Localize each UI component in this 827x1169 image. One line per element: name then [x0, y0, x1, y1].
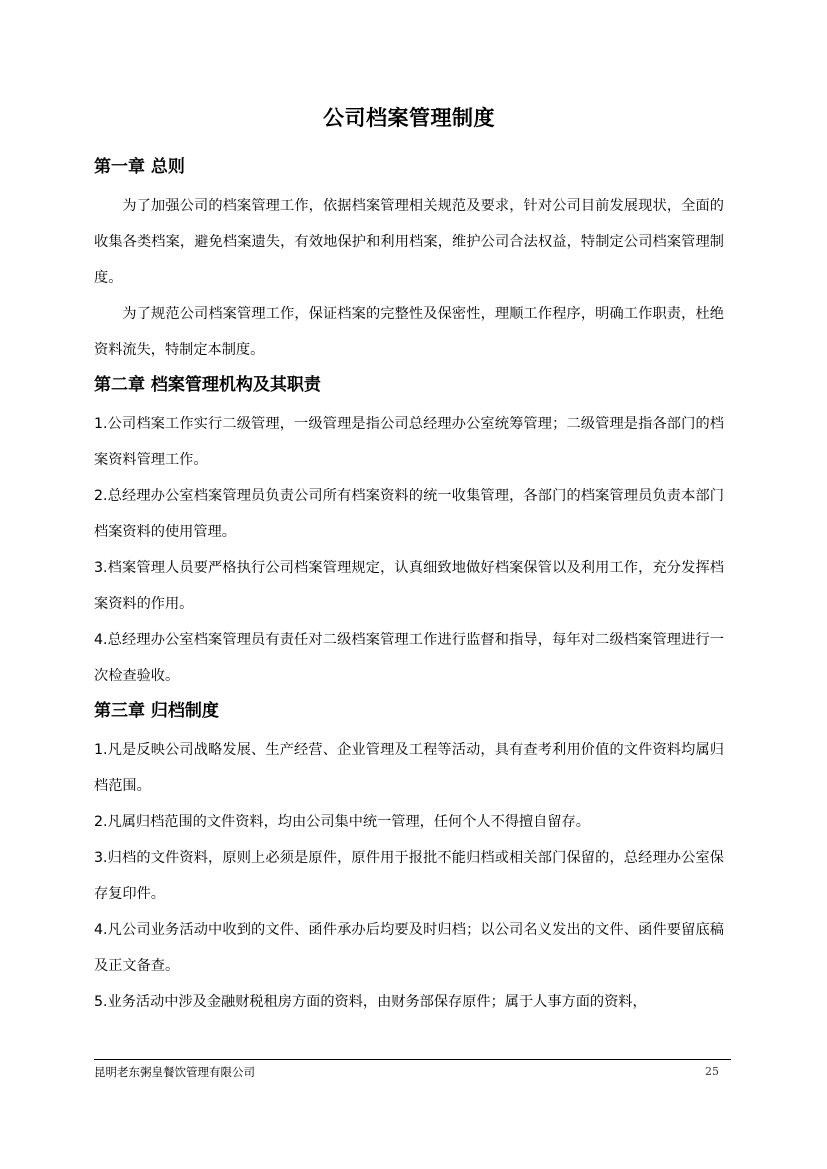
chapter-2-item: 4.总经理办公室档案管理员有责任对二级档案管理工作进行监督和指导，每年对二级档案管理进行一次检查验收。	[94, 632, 724, 684]
chapter-3-item: 4.凡公司业务活动中收到的文件、函件承办后均要及时归档；以公司名义发出的文件、函件要留底稿及正文备查。	[94, 922, 724, 974]
document-title: 公司档案管理制度	[323, 106, 495, 130]
footer-divider	[94, 1059, 731, 1060]
chapter-1-heading: 第一章 总则	[94, 157, 185, 177]
chapter-2-item: 2.总经理办公室档案管理员负责公司所有档案资料的统一收集管理，各部门的档案管理员负责本部门档案资料的使用管理。	[94, 488, 724, 540]
page-content	[94, 100, 724, 1020]
page-number: 25	[705, 1065, 719, 1078]
footer-company-name: 昆明老东粥皇餐饮管理有限公司	[94, 1065, 255, 1079]
chapter-2-item: 3.档案管理人员要严格执行公司档案管理规定，认真细致地做好档案保管以及利用工作，充分发挥档案资料的作用。	[94, 560, 724, 612]
chapter-3-item: 5.业务活动中涉及金融财税租房方面的资料，由财务部保存原件；属于人事方面的资料，	[94, 994, 647, 1010]
chapter-1-paragraph: 为了规范公司档案管理工作，保证档案的完整性及保密性，理顺工作程序，明确工作职责，杜绝资料流失，特制定本制度。	[94, 306, 724, 358]
chapter-2-item: 1.公司档案工作实行二级管理，一级管理是指公司总经理办公室统筹管理；二级管理是指各部门的档案资料管理工作。	[94, 416, 724, 468]
chapter-3-item: 2.凡属归档范围的文件资料，均由公司集中统一管理，任何个人不得擅自留存。	[94, 814, 590, 830]
chapter-3-item: 1.凡是反映公司战略发展、生产经营、企业管理及工程等活动，具有查考利用价值的文件资料均属归档范围。	[94, 742, 724, 794]
chapter-1-paragraph: 为了加强公司的档案管理工作，依据档案管理相关规范及要求，针对公司目前发展现状，全面的收集各类档案，避免档案遗失，有效地保护和利用档案，维护公司合法权益，特制定公司档案管理制度。	[94, 198, 724, 286]
chapter-2-heading: 第二章 档案管理机构及其职责	[94, 375, 321, 395]
chapter-3-item: 3.归档的文件资料，原则上必须是原件，原件用于报批不能归档或相关部门保留的，总经理办公室保存复印件。	[94, 850, 724, 902]
chapter-3-heading: 第三章 归档制度	[94, 701, 219, 721]
